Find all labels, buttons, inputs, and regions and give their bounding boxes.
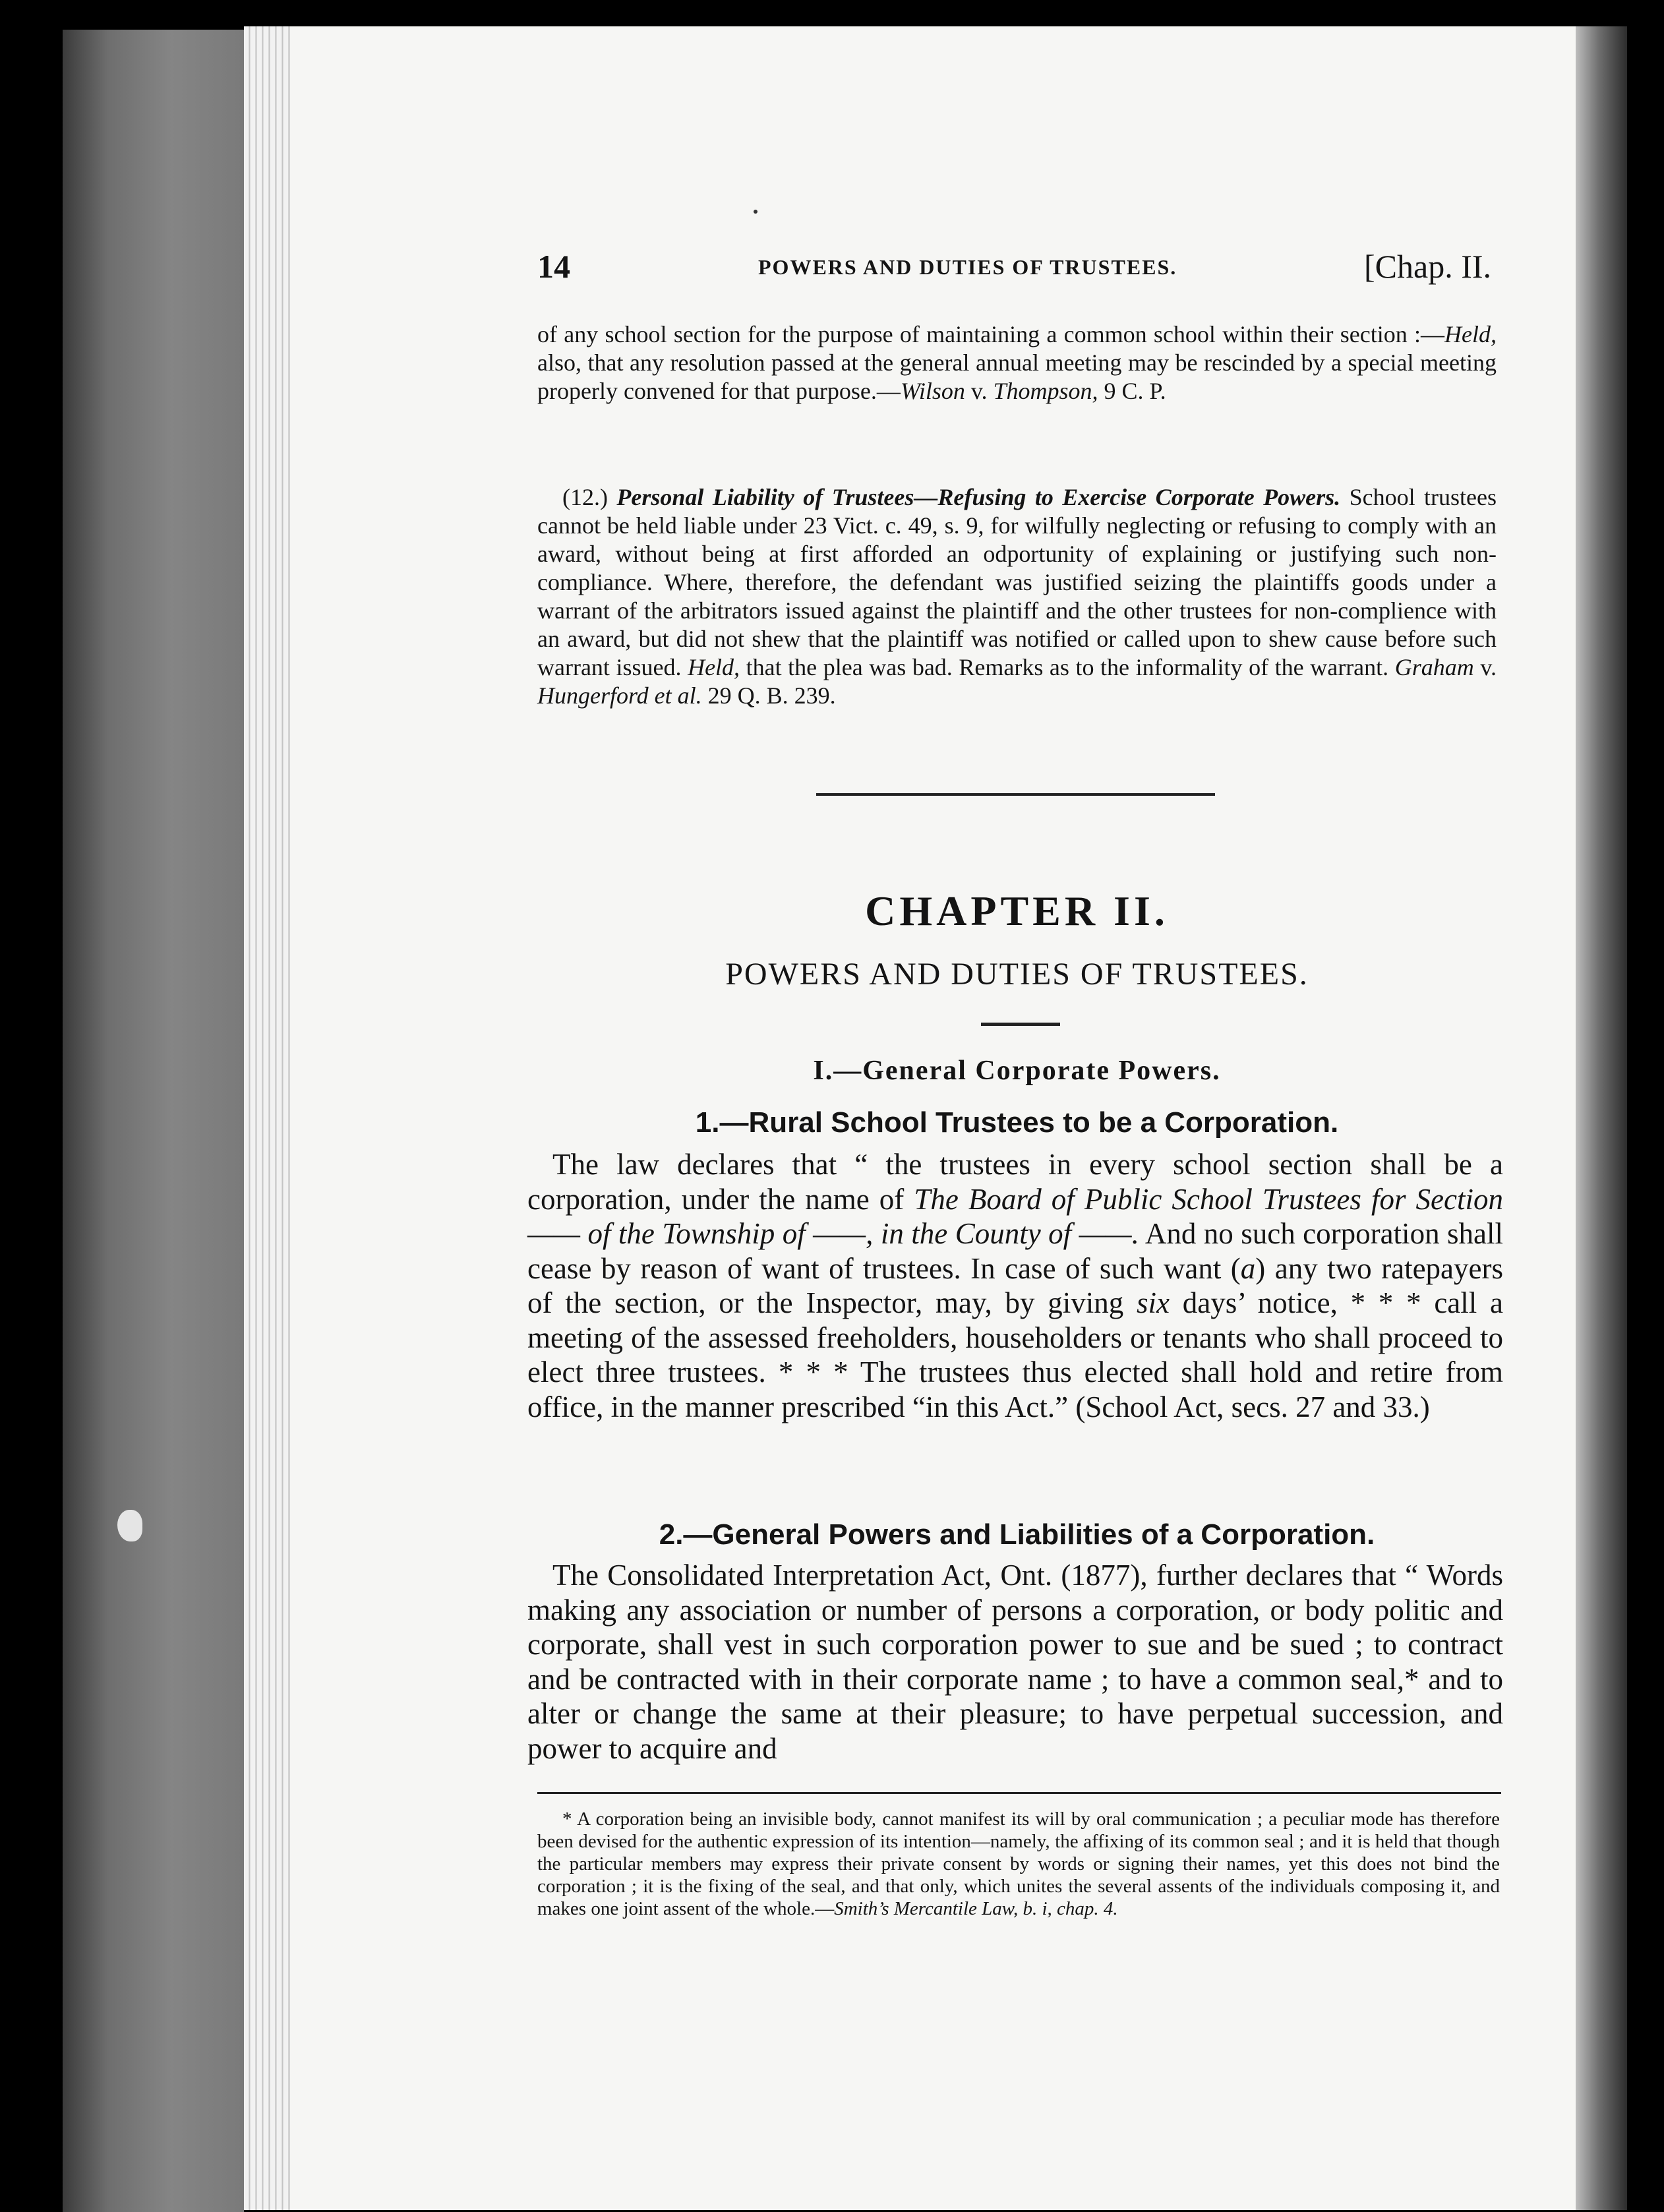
paragraph-text: of any school section for the purpose of maintaining a common school within their section :— — [537, 321, 1445, 347]
book-right-edge — [1576, 26, 1627, 2210]
chapter-reference: [Chap. II. — [1364, 248, 1491, 285]
corporation-name: The Board of Public School Trustees for Section —— of the Township of ——, in the County of ——. — [527, 1182, 1503, 1250]
note-12-paragraph — [537, 483, 1497, 710]
page-stack-edge — [244, 26, 290, 2210]
subsection-2-paragraph: The Consolidated Interpretation Act, Ont. (1877), further declares that “ Words making any association or number of persons a corporation, or body politic and corporate, shall vest in such corporation power to sue and be sued ; to contract and be contracted with in their corporate name ; to have a common seal,* and to alter or change the same at their pleasure; to have perpetual succession, and power to acquire and — [527, 1559, 1503, 1765]
chapter-subtitle: POWERS AND DUTIES OF TRUSTEES. — [725, 957, 1309, 992]
footnote-text: * A corporation being an invisible body, cannot manifest its will by oral communication ; a peculiar mode has therefore been devised for the authentic expression of its intention—namely, the affixing of its common seal ; and it is held that though the particular members may express their private consent by words or signing their names, yet this does not bind the corporation ; it is the fixing of the seal, and that only, which unites the several assents of the individuals composing it, and makes one joint assent of the whole.— — [537, 1808, 1500, 1919]
note-heading: Personal Liability of Trustees—Refusing to Exercise Corporate Powers. — [616, 484, 1341, 510]
subsection-2-heading: 2.—General Powers and Liabilities of a Corporation. — [659, 1518, 1375, 1551]
paragraph-text: The law declares that “ the trustees in every school section shall be a corporation, under the name of — [527, 1148, 1503, 1216]
case-name: Wilson — [900, 378, 965, 404]
case-name: Graham — [1394, 654, 1474, 680]
subsection-1-heading: 1.—Rural School Trustees to be a Corporation. — [695, 1106, 1339, 1139]
chapter-divider — [981, 1023, 1060, 1026]
citation: 29 Q. B. 239. — [701, 682, 836, 709]
footnote-source: Smith’s Mercantile Law, b. i, chap. 4. — [834, 1898, 1118, 1919]
emphasis-text: six — [1137, 1286, 1170, 1319]
paragraph-text: And no such corporation shall cease by reason of want of trustees. In case of such want ( — [527, 1217, 1503, 1285]
book-left-edge — [63, 30, 244, 2212]
section-divider — [816, 793, 1215, 796]
held-term: Held, — [1444, 321, 1497, 347]
paragraph-text: School trustees cannot be held liable under 23 Vict. c. 49, s. 9, for wilfully neglecting or refusing to comply with an award, without being at first afforded an odportunity of explaining or justifying such non-compliance. Where, therefore, the defendant was justified seizing the plaintiffs goods under a warrant of the arbitrators issued against the plaintiff and the other trustees for non-complience with an award, but did not shew that the plaintiff was notified or called upon to shew cause before such warrant issued. — [537, 484, 1497, 680]
note-marker: a — [1240, 1251, 1256, 1285]
footnote — [537, 1808, 1500, 1920]
footnote-rule — [537, 1792, 1501, 1794]
citation: 9 C. P. — [1098, 378, 1166, 404]
case-party: Thompson, — [993, 378, 1098, 404]
held-term: Held, — [688, 654, 740, 680]
subsection-1-paragraph — [527, 1147, 1503, 1424]
running-header — [537, 247, 1510, 293]
section-heading: I.—General Corporate Powers. — [813, 1056, 1221, 1086]
page-number: 14 — [537, 248, 570, 285]
paragraph-text: that the plea was bad. Remarks as to the informality of the warrant. — [740, 654, 1395, 680]
running-title: POWERS AND DUTIES OF TRUSTEES. — [758, 255, 1177, 279]
page-smudge — [117, 1510, 142, 1541]
paragraph-text: days’ notice, * * * call a meeting of the assessed freeholders, householders or tenants who shall proceed to elect three trustees. * * * The trustees thus elected shall hold and retire from office, in the manner prescribed “in this Act.” (School Act, secs. 27 and 33.) — [527, 1286, 1503, 1423]
paragraph-text: ) any two ratepayers of the section, or the Inspector, may, by giving — [527, 1251, 1503, 1319]
paragraph-text: v. — [1473, 654, 1497, 680]
paragraph-text: v. — [965, 378, 994, 404]
print-speck — [754, 210, 758, 214]
case-party: Hungerford et al. — [537, 682, 702, 709]
scan-border — [1627, 0, 1664, 2210]
paragraph-text: also, that any resolution passed at the general annual meeting may be rescinded by a special meeting properly convened for that purpose.— — [537, 349, 1497, 404]
chapter-title: CHAPTER II. — [865, 887, 1169, 934]
continued-paragraph — [537, 320, 1497, 405]
note-number: (12.) — [562, 484, 608, 510]
